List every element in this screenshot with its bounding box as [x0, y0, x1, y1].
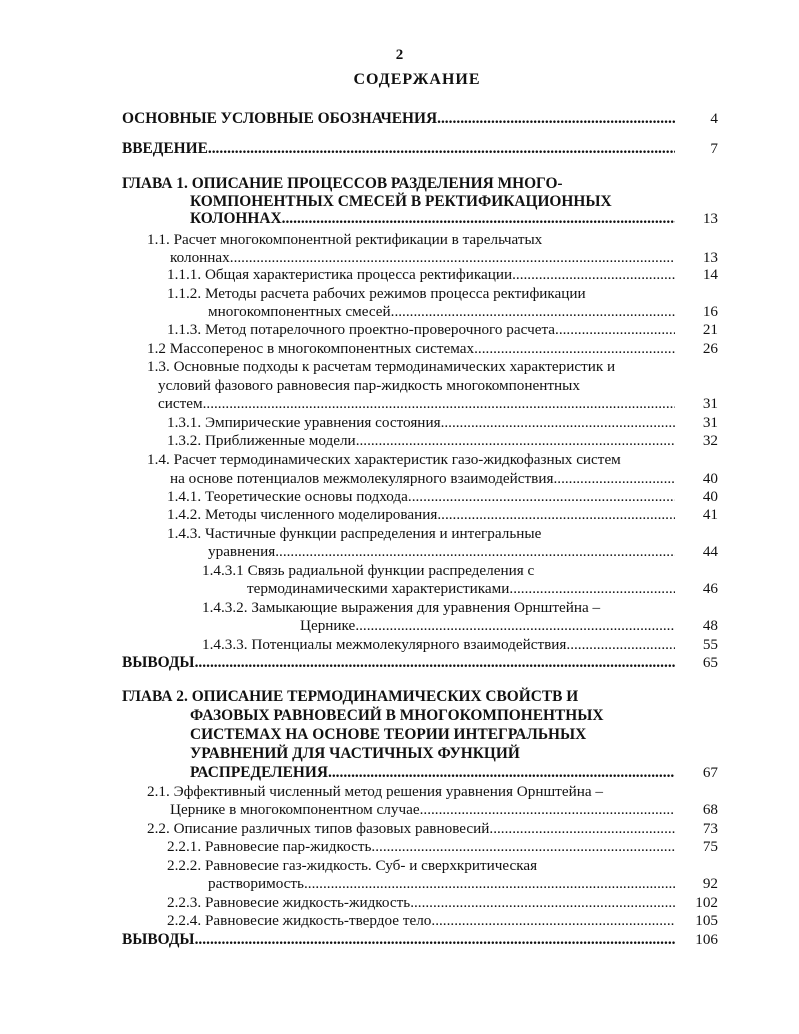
toc-entry-text: Цернике в многокомпонентном случае — [170, 801, 420, 819]
toc-entry-text: термодинамическими характеристиками — [247, 580, 510, 598]
dot-leader — [555, 320, 675, 340]
toc-entry-line — [202, 598, 600, 618]
page-number: 2 — [395, 47, 404, 63]
toc-entry-text: 1.1.2. Методы расчета рабочих режимов процесса ректификации — [167, 285, 586, 302]
toc-entry-text: ВЫВОДЫ — [122, 931, 195, 948]
toc-entry-line — [167, 893, 675, 913]
toc-entry-text: 1.1.1. Общая характеристика процесса ректификации — [167, 266, 513, 283]
toc-entry-line — [147, 339, 675, 359]
toc-entry-line — [190, 763, 675, 783]
toc-entry-text: 1.4.3.3. Потенциалы межмолекулярного взаимодействия — [202, 636, 567, 653]
dot-leader — [512, 265, 675, 285]
toc-entry-line — [167, 265, 675, 285]
dot-leader — [304, 874, 675, 894]
dot-leader — [566, 635, 675, 655]
toc-entry-text: 2.2. Описание различных типов фазовых равновесий — [147, 820, 490, 837]
toc-entry-line — [122, 687, 578, 707]
toc-page-number: 4 — [710, 110, 718, 127]
toc-entry-line — [122, 109, 675, 129]
toc-page-number: 13 — [702, 210, 718, 228]
toc-entry-text: 1.2 Массоперенос в многокомпонентных системах — [147, 340, 475, 357]
toc-page-number: 31 — [702, 395, 718, 412]
toc-entry-line — [167, 284, 586, 304]
toc-page-number: 75 — [702, 838, 718, 855]
toc-entry-text: систем — [158, 395, 203, 412]
toc-entry-line — [247, 579, 675, 599]
toc-entry-line — [167, 524, 541, 544]
toc-entry-text: 2.1. Эффективный численный метод решения уравнения Орнштейна – — [147, 783, 603, 800]
dot-leader — [437, 505, 675, 525]
toc-entry-text: 1.4.3.1 Связь радиальной функции распределения с — [202, 562, 535, 579]
dot-leader — [509, 579, 675, 599]
toc-entry-text: 2.2.2. Равновесие газ-жидкость. Суб- и сверхкритическая — [167, 857, 538, 874]
toc-entry-line — [158, 394, 675, 414]
dot-leader — [282, 209, 675, 229]
toc-page-number: 102 — [695, 894, 718, 911]
dot-leader — [441, 413, 675, 433]
dot-leader — [203, 394, 675, 414]
page-title: СОДЕРЖАНИЕ — [353, 71, 481, 88]
toc-page-number: 65 — [702, 654, 718, 671]
toc-page-number: 41 — [702, 506, 718, 523]
dot-leader — [553, 469, 675, 489]
toc-entry-line — [167, 837, 675, 857]
toc-entry-line — [167, 413, 675, 433]
toc-entry-line — [190, 209, 675, 229]
toc-entry-line — [202, 561, 534, 581]
dot-leader — [195, 653, 675, 673]
toc-entry-text: 1.4.2. Методы численного моделирования — [167, 506, 438, 523]
dot-leader — [356, 431, 675, 451]
toc-entry-text: РАСПРЕДЕЛЕНИЯ — [190, 764, 328, 781]
toc-entry-text: 1.1.3. Метод потарелочного проектно-проверочного расчета — [167, 321, 556, 338]
dot-leader — [437, 109, 675, 129]
toc-page-number: 105 — [695, 912, 718, 929]
toc-page-number: 40 — [702, 469, 718, 487]
toc-page-number: 7 — [710, 140, 718, 157]
toc-page-number: 32 — [702, 432, 718, 449]
toc-entry-text: 2.2.1. Равновесие пар-жидкость — [167, 838, 372, 855]
toc-entry-line — [208, 542, 675, 562]
toc-page-number: 68 — [702, 801, 718, 819]
toc-page-number: 106 — [695, 931, 718, 948]
toc-entry-text: условий фазового равновесия пар-жидкость многокомпонентных — [158, 376, 580, 394]
dot-leader — [275, 542, 675, 562]
toc-entry-line — [147, 782, 603, 802]
toc-entry-line — [147, 357, 615, 377]
toc-entry-line — [167, 911, 675, 931]
toc-page-number: 55 — [702, 636, 718, 653]
dot-leader — [431, 911, 675, 931]
toc-entry-line — [122, 139, 675, 159]
toc-entry-text: растворимость — [208, 875, 304, 893]
toc-entry-line — [167, 320, 675, 340]
toc-entry-text: ГЛАВА 1. ОПИСАНИЕ ПРОЦЕССОВ РАЗДЕЛЕНИЯ МНОГО- — [122, 175, 563, 192]
toc-entry-text: 1.4.1. Теоретические основы подхода — [167, 488, 408, 505]
toc-entry-line — [202, 635, 675, 655]
dot-leader — [208, 139, 675, 159]
toc-entry-text: 1.4. Расчет термодинамических характеристик газо-жидкофазных систем — [147, 451, 621, 468]
toc-entry-line — [190, 725, 586, 745]
toc-entry-text: КОЛОННАХ — [190, 210, 282, 228]
dot-leader — [420, 800, 675, 820]
toc-entry-text: многокомпонентных смесей — [208, 303, 391, 321]
toc-page-number: 44 — [702, 543, 718, 561]
toc-page-number: 73 — [702, 820, 718, 837]
toc-page-number: 16 — [702, 303, 718, 321]
toc-entry-text: 1.4.3. Частичные функции распределения и интегральные — [167, 525, 542, 542]
toc-page-number: 21 — [702, 321, 718, 338]
toc-entry-line — [122, 653, 675, 673]
toc-entry-text: Цернике — [300, 617, 356, 635]
toc-entry-line — [147, 819, 675, 839]
toc-entry-line — [300, 616, 675, 636]
dot-leader — [371, 837, 675, 857]
toc-page-number: 67 — [702, 764, 718, 781]
dot-leader — [408, 487, 675, 507]
dot-leader — [355, 616, 675, 636]
toc-entry-text: ВВЕДЕНИЕ — [122, 140, 208, 157]
toc-page-number: 14 — [702, 266, 718, 283]
toc-entry-text: уравнения — [208, 543, 276, 561]
toc-entry-text: 1.1. Расчет многокомпонентной ректификации в тарельчатых — [147, 231, 543, 248]
toc-page-number: 26 — [702, 340, 718, 357]
toc-entry-text: 2.2.3. Равновесие жидкость-жидкость — [167, 894, 411, 911]
toc-entry-text: колоннах — [170, 248, 230, 266]
toc-entry-text: 2.2.4. Равновесие жидкость-твердое тело — [167, 912, 432, 929]
toc-entry-line — [147, 450, 621, 470]
toc-entry-text: УРАВНЕНИЙ ДЛЯ ЧАСТИЧНЫХ ФУНКЦИЙ — [190, 745, 520, 762]
toc-entry-line — [167, 505, 675, 525]
toc-entry-text: СИСТЕМАХ НА ОСНОВЕ ТЕОРИИ ИНТЕГРАЛЬНЫХ — [190, 726, 587, 743]
toc-page-number: 92 — [702, 875, 718, 893]
toc-page-number: 40 — [702, 488, 718, 505]
toc-entry-line — [170, 800, 675, 820]
toc-page-number: 46 — [702, 580, 718, 598]
toc-entry-line — [158, 376, 580, 396]
toc-entry-text: ФАЗОВЫХ РАВНОВЕСИЙ В МНОГОКОМПОНЕНТНЫХ — [190, 707, 604, 724]
dot-leader — [410, 893, 675, 913]
toc-entry-line — [167, 856, 537, 876]
toc-entry-text: 1.3.1. Эмпирические уравнения состояния — [167, 414, 441, 431]
toc-entry-line — [122, 930, 675, 950]
toc-entry-line — [170, 469, 675, 489]
toc-entry-line — [167, 431, 675, 451]
toc-entry-line — [190, 706, 603, 726]
toc-page-number: 31 — [702, 414, 718, 431]
toc-entry-line — [167, 487, 675, 507]
toc-entry-text: 1.3.2. Приближенные модели — [167, 432, 356, 449]
dot-leader — [489, 819, 675, 839]
toc-page-number: 48 — [702, 617, 718, 635]
toc-entry-text: 1.3. Основные подходы к расчетам термодинамических характеристик и — [147, 358, 616, 375]
toc-entry-text: ГЛАВА 2. ОПИСАНИЕ ТЕРМОДИНАМИЧЕСКИХ СВОЙСТВ И — [122, 688, 579, 705]
toc-entry-line — [208, 874, 675, 894]
toc-entry-text: ОСНОВНЫЕ УСЛОВНЫЕ ОБОЗНАЧЕНИЯ — [122, 110, 438, 127]
toc-page-number: 13 — [702, 248, 718, 266]
dot-leader — [195, 930, 675, 950]
toc-entry-text: 1.4.3.2. Замыкающие выражения для уравнения Орнштейна – — [202, 599, 601, 616]
toc-entry-text: КОМПОНЕНТНЫХ СМЕСЕЙ В РЕКТИФИКАЦИОННЫХ — [190, 192, 612, 210]
toc-entry-text: на основе потенциалов межмолекулярного взаимодействия — [170, 469, 554, 487]
dot-leader — [474, 339, 675, 359]
dot-leader — [328, 763, 675, 783]
toc-entry-line — [190, 744, 520, 764]
toc-entry-text: ВЫВОДЫ — [122, 654, 195, 671]
